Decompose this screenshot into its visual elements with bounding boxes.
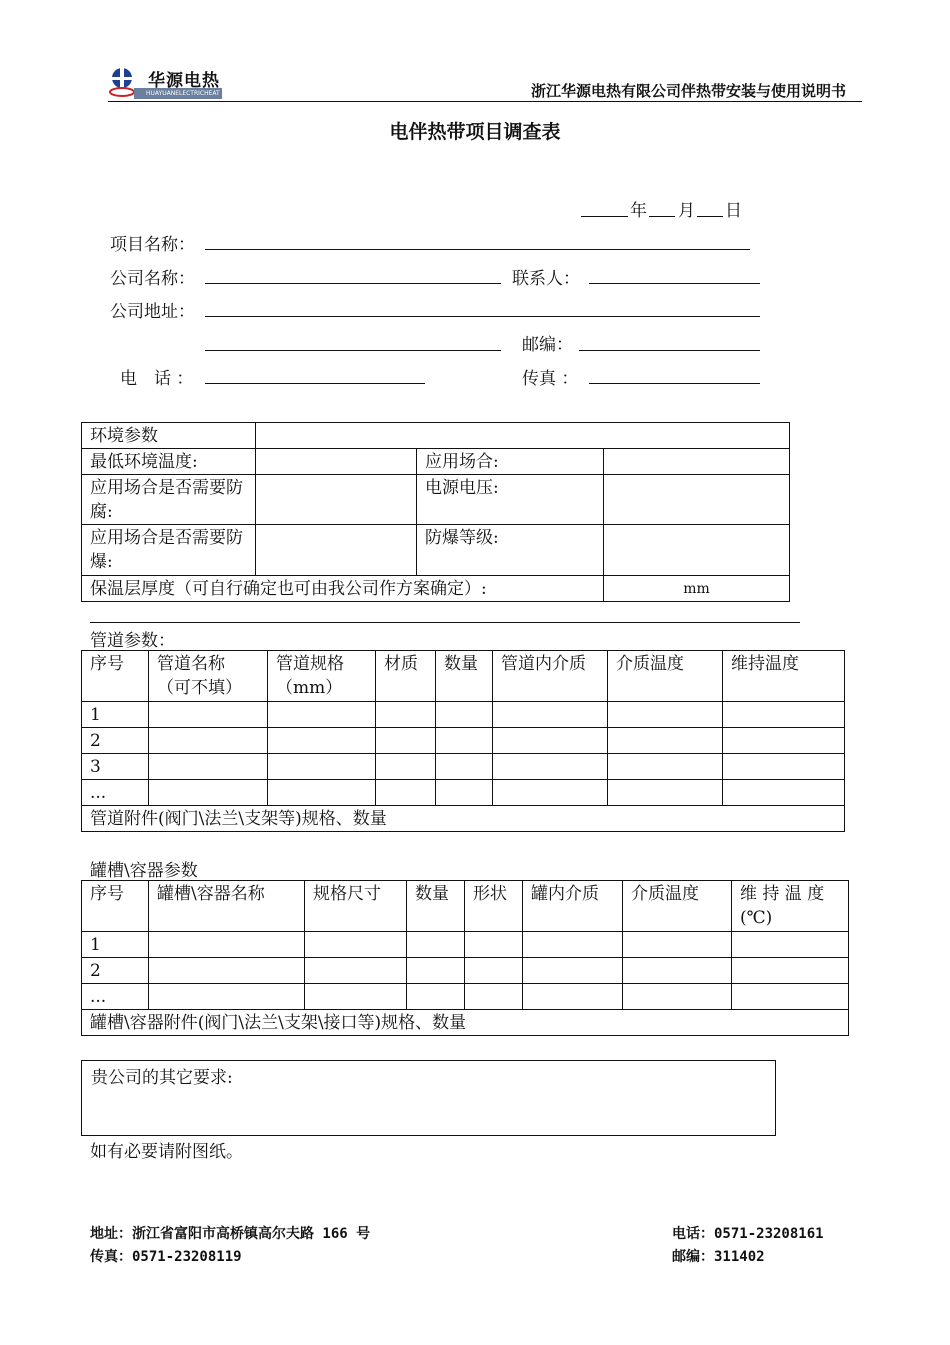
tank-header-cell: 维 持 温 度 (℃) (732, 881, 849, 932)
footer-fax: 传真：0571-23208119 (90, 1249, 242, 1265)
table-cell[interactable] (523, 984, 623, 1010)
table-cell[interactable] (608, 728, 723, 754)
day-label: 日 (725, 201, 742, 221)
app-site-value[interactable] (604, 449, 790, 475)
table-cell[interactable] (723, 702, 845, 728)
anticorrosion-label: 应用场合是否需要防腐: (82, 475, 256, 525)
table-cell[interactable] (723, 728, 845, 754)
document-header-title: 浙江华源电热有限公司伴热带安装与使用说明书 (530, 82, 846, 100)
table-cell[interactable] (465, 932, 523, 958)
row-number: 1 (82, 702, 149, 728)
row-number: 2 (82, 958, 149, 984)
table-cell[interactable] (493, 702, 608, 728)
tank-header-cell: 罐槽\容器名称 (149, 881, 305, 932)
explosion-value[interactable] (256, 525, 417, 576)
month-field[interactable] (649, 216, 675, 217)
pipe-header-cell: 维持温度 (723, 651, 845, 702)
drawing-note: 如有必要请附图纸。 (90, 1142, 243, 1162)
fax-label: 传真 ： (522, 369, 579, 389)
row-number: 2 (82, 728, 149, 754)
phone-field[interactable] (205, 383, 425, 384)
section-divider (90, 622, 800, 623)
table-cell[interactable] (376, 754, 436, 780)
year-field[interactable] (581, 216, 628, 217)
address-field[interactable] (205, 316, 760, 317)
tank-section-label: 罐槽\容器参数 (90, 861, 198, 881)
table-cell[interactable] (305, 932, 407, 958)
pipe-header-cell: 材质 (376, 651, 436, 702)
footer-address: 地址：浙江省富阳市高桥镇高尔夫路 166 号 (90, 1226, 371, 1242)
tank-header-cell: 形状 (465, 881, 523, 932)
table-cell[interactable] (436, 754, 493, 780)
company-name-label: 公司名称： (110, 269, 195, 289)
table-row (82, 754, 845, 780)
table-row (82, 984, 849, 1010)
contact-label: 联系人： (512, 269, 580, 289)
env-header: 环境参数 (82, 423, 256, 449)
table-row (82, 932, 849, 958)
tank-header-cell: 规格尺寸 (305, 881, 407, 932)
table-cell[interactable] (465, 958, 523, 984)
pipe-header-cell: 管道内介质 (493, 651, 608, 702)
header-rule (108, 101, 862, 102)
tank-header-cell: 介质温度 (623, 881, 732, 932)
table-row (82, 728, 845, 754)
table-cell[interactable] (523, 958, 623, 984)
table-cell[interactable] (465, 984, 523, 1010)
table-cell[interactable] (407, 984, 465, 1010)
other-requirements-label: 贵公司的其它要求: (91, 1068, 233, 1088)
table-cell[interactable] (623, 958, 732, 984)
table-cell[interactable] (376, 780, 436, 806)
table-row (82, 958, 849, 984)
explosion-grade-label: 防爆等级: (417, 525, 604, 576)
table-cell[interactable] (436, 702, 493, 728)
table-row (82, 702, 845, 728)
footer-phone: 电话：0571-23208161 (672, 1226, 824, 1242)
table-cell[interactable] (608, 754, 723, 780)
pipe-header-cell: 管道规格 （mm） (268, 651, 376, 702)
day-field[interactable] (697, 216, 723, 217)
pipe-header-cell: 数量 (436, 651, 493, 702)
table-cell[interactable] (268, 702, 376, 728)
table-cell[interactable] (436, 728, 493, 754)
pipe-table (81, 650, 845, 832)
table-cell[interactable] (149, 958, 305, 984)
pipe-section-label: 管道参数： (90, 631, 175, 651)
project-name-field[interactable] (205, 249, 750, 250)
tank-header-row (82, 881, 849, 932)
tank-table (81, 880, 849, 1036)
company-logo (108, 66, 222, 100)
table-cell[interactable] (523, 932, 623, 958)
tank-header-cell: 罐内介质 (523, 881, 623, 932)
pipe-header-row (82, 651, 845, 702)
logo-subtext: HUAYUANELECTRICHEAT (146, 90, 220, 97)
table-cell[interactable] (723, 780, 845, 806)
postcode-field[interactable] (579, 350, 760, 351)
anticorrosion-value[interactable] (256, 475, 417, 525)
table-cell[interactable] (436, 780, 493, 806)
table-cell[interactable] (149, 984, 305, 1010)
table-cell[interactable] (149, 702, 268, 728)
contact-field[interactable] (589, 283, 760, 284)
table-cell[interactable] (376, 728, 436, 754)
table-cell[interactable] (268, 780, 376, 806)
company-name-field[interactable] (205, 283, 501, 284)
explosion-grade-value[interactable] (604, 525, 790, 576)
phone-label: 电 话 ： (120, 369, 194, 389)
table-cell[interactable] (407, 958, 465, 984)
table-cell[interactable] (732, 984, 849, 1010)
min-temp-value[interactable] (256, 449, 417, 475)
table-cell[interactable] (149, 728, 268, 754)
table-cell[interactable] (493, 780, 608, 806)
address-label: 公司地址： (110, 302, 195, 322)
table-cell[interactable] (268, 728, 376, 754)
table-cell[interactable] (268, 754, 376, 780)
voltage-label: 电源电压: (417, 475, 604, 525)
table-cell[interactable] (305, 958, 407, 984)
year-label: 年 (630, 201, 647, 221)
table-cell[interactable] (493, 728, 608, 754)
table-cell[interactable] (493, 754, 608, 780)
tank-header-cell: 数量 (407, 881, 465, 932)
pipe-header-cell: 序号 (82, 651, 149, 702)
table-cell[interactable] (407, 932, 465, 958)
voltage-value[interactable] (604, 475, 790, 525)
table-cell[interactable] (149, 754, 268, 780)
table-cell[interactable] (623, 932, 732, 958)
fax-field[interactable] (589, 383, 760, 384)
pipe-attachments-row[interactable]: 管道附件(阀门\法兰\支架等)规格、数量 (82, 806, 845, 832)
table-cell[interactable] (608, 702, 723, 728)
table-cell[interactable] (732, 932, 849, 958)
row-number: 3 (82, 754, 149, 780)
other-requirements-box[interactable] (81, 1060, 776, 1136)
project-name-label: 项目名称： (110, 235, 195, 255)
min-temp-label: 最低环境温度: (82, 449, 256, 475)
month-label: 月 (678, 201, 695, 221)
table-cell[interactable] (608, 780, 723, 806)
table-cell[interactable] (723, 754, 845, 780)
table-row (82, 780, 845, 806)
row-number: ... (82, 780, 149, 806)
pipe-header-cell: 管道名称 （可不填） (149, 651, 268, 702)
environment-table (81, 422, 790, 602)
explosion-label: 应用场合是否需要防爆: (82, 525, 256, 576)
table-cell[interactable] (376, 702, 436, 728)
insulation-unit[interactable]: mm (604, 576, 790, 602)
app-site-label: 应用场合: (417, 449, 604, 475)
table-cell[interactable] (305, 984, 407, 1010)
footer-postcode: 邮编：311402 (672, 1249, 765, 1265)
env-header-value[interactable] (256, 423, 790, 449)
tank-header-cell: 序号 (82, 881, 149, 932)
row-number: 1 (82, 932, 149, 958)
table-cell[interactable] (623, 984, 732, 1010)
table-cell[interactable] (732, 958, 849, 984)
form-title: 电伴热带项目调查表 (389, 121, 561, 143)
insulation-label: 保温层厚度（可自行确定也可由我公司作方案确定）: (82, 576, 604, 602)
address-line2-field[interactable] (205, 350, 501, 351)
pipe-header-cell: 介质温度 (608, 651, 723, 702)
row-number: ... (82, 984, 149, 1010)
tank-attachments-row[interactable]: 罐槽\容器附件(阀门\法兰\支架\接口等)规格、数量 (82, 1010, 849, 1036)
postcode-label: 邮编： (522, 335, 573, 355)
logo-text: 华源电热 (148, 71, 220, 91)
table-cell[interactable] (149, 780, 268, 806)
table-cell[interactable] (149, 932, 305, 958)
